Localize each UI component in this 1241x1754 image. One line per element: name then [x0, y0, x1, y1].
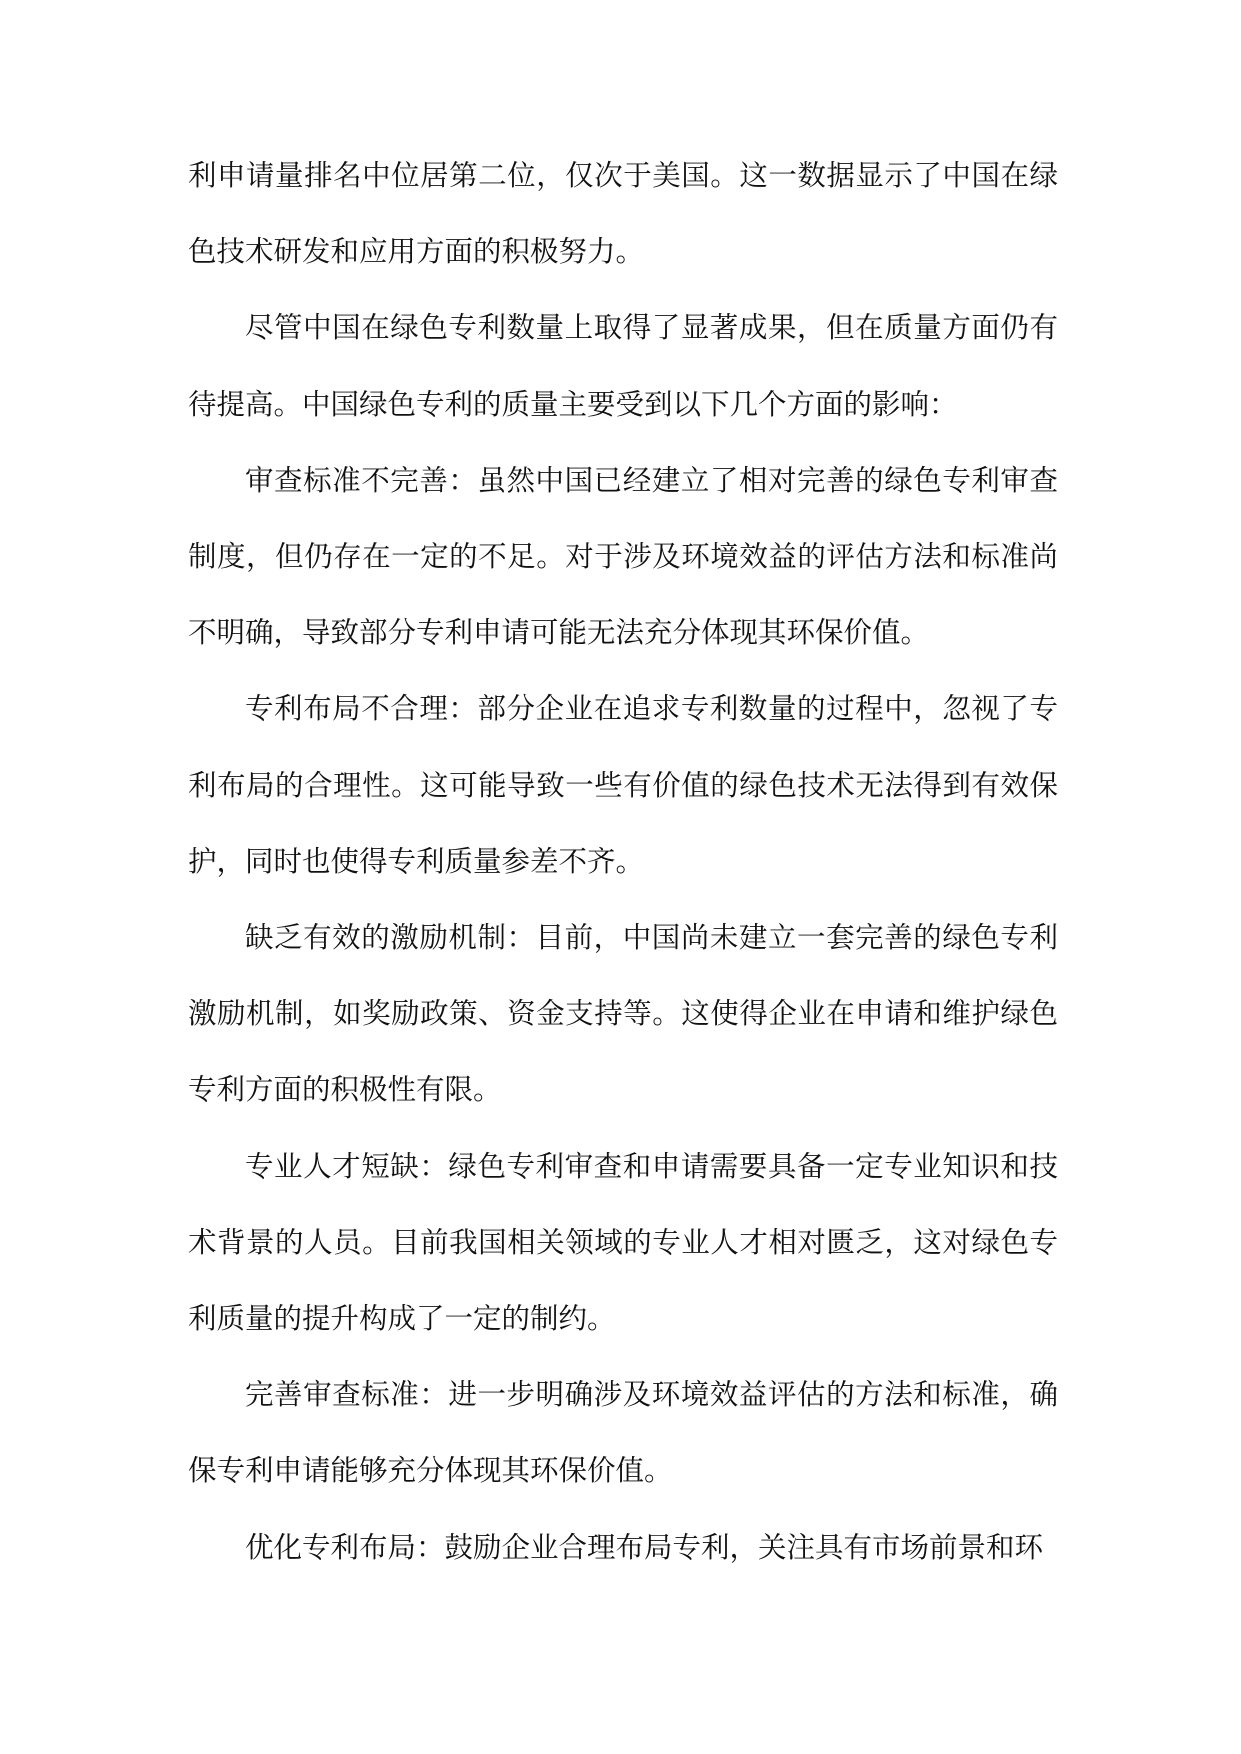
- paragraph-continuation: 利申请量排名中位居第二位，仅次于美国。这一数据显示了中国在绿色技术研发和应用方面的积极努力。: [188, 159, 1058, 269]
- body-text: [188, 138, 1058, 1586]
- paragraph-review-standards: 审查标准不完善：虽然中国已经建立了相对完善的绿色专利审查制度，但仍存在一定的不足。对于涉及环境效益的评估方法和标准尚不明确，导致部分专利申请可能无法充分体现其环保价值。: [188, 463, 1058, 650]
- paragraph-incentive-mechanism: 缺乏有效的激励机制：目前，中国尚未建立一套完善的绿色专利激励机制，如奖励政策、资金支持等。这使得企业在申请和维护绿色专利方面的积极性有限。: [188, 921, 1058, 1107]
- paragraph-talent-shortage: 专业人才短缺：绿色专利审查和申请需要具备一定专业知识和技术背景的人员。目前我国相关领域的专业人才相对匮乏，这对绿色专利质量的提升构成了一定的制约。: [188, 1149, 1058, 1336]
- paragraph-quality-intro: 尽管中国在绿色专利数量上取得了显著成果，但在质量方面仍有待提高。中国绿色专利的质量主要受到以下几个方面的影响：: [188, 311, 1058, 421]
- paragraph-improve-standards: 完善审查标准：进一步明确涉及环境效益评估的方法和标准，确保专利申请能够充分体现其环保价值。: [188, 1378, 1058, 1488]
- paragraph-optimize-layout: 优化专利布局：鼓励企业合理布局专利，关注具有市场前景和环: [245, 1530, 1044, 1564]
- paragraph-patent-layout: 专利布局不合理：部分企业在追求专利数量的过程中，忽视了专利布局的合理性。这可能导致一些有价值的绿色技术无法得到有效保护，同时也使得专利质量参差不齐。: [188, 692, 1058, 878]
